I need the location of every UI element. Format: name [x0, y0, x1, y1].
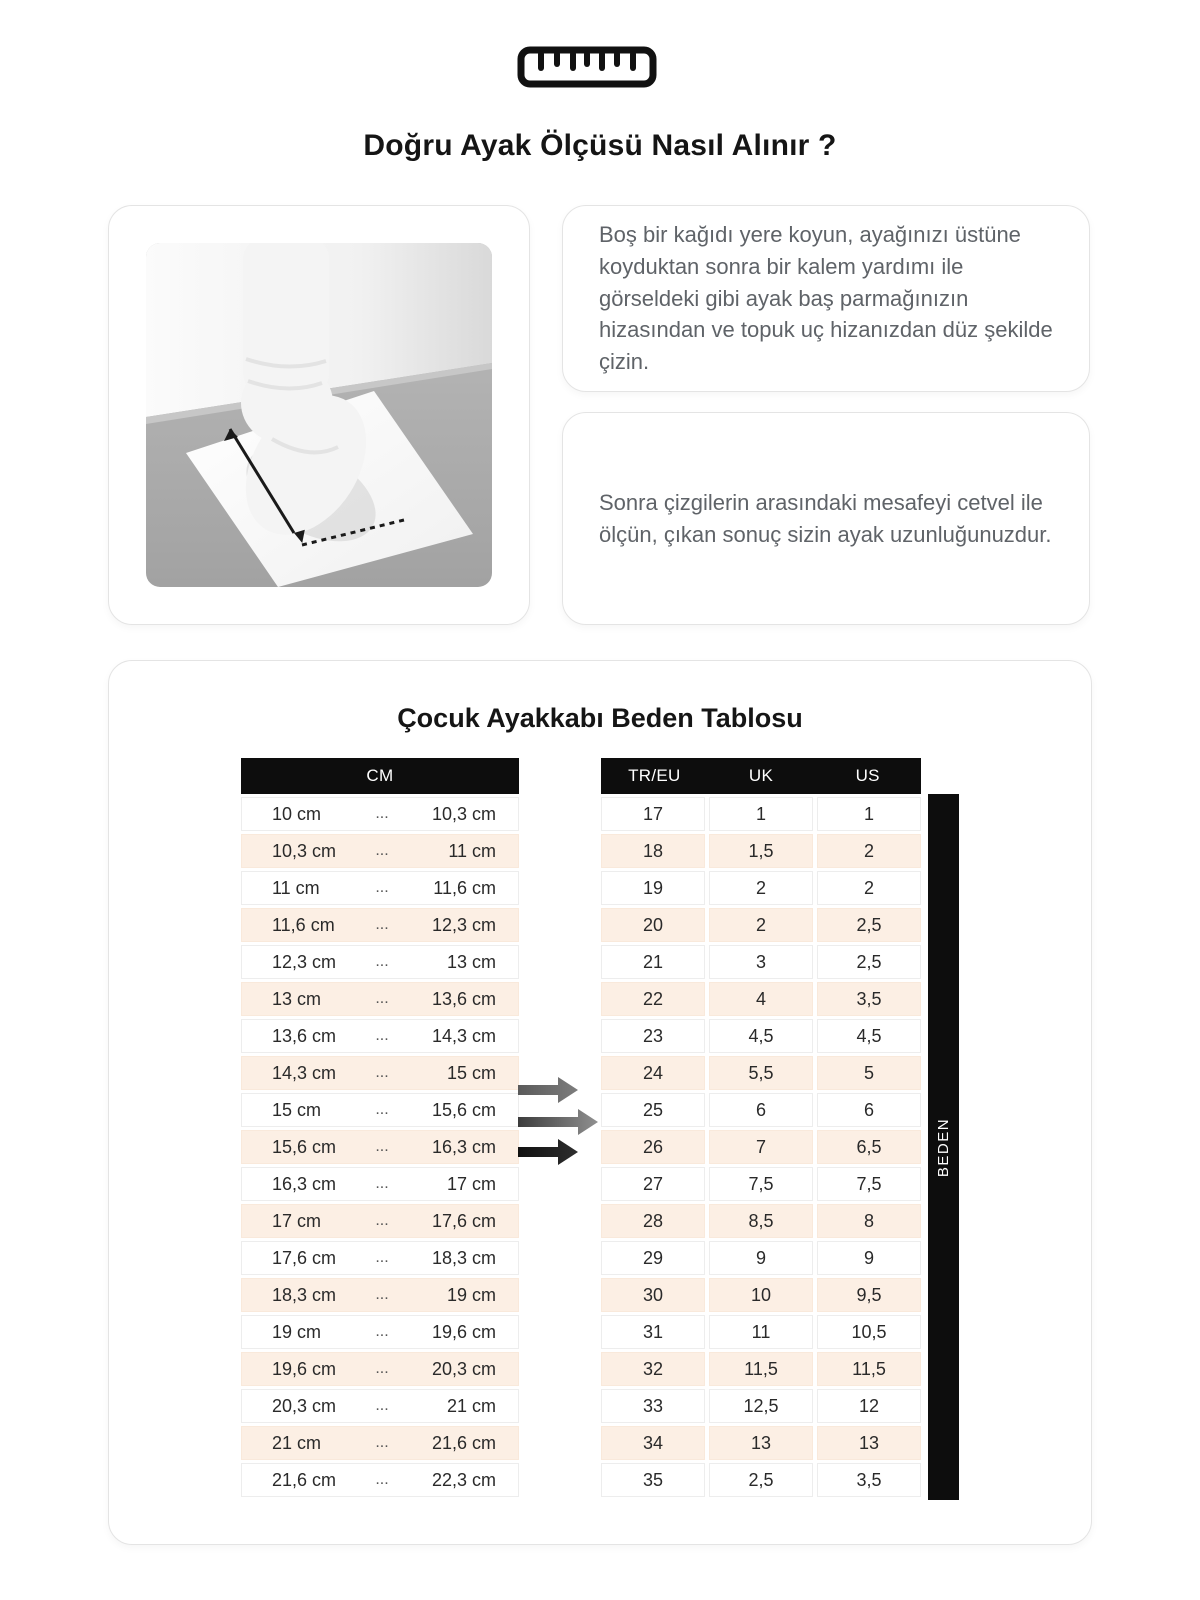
range-dots: ... [375, 1286, 389, 1303]
range-dots: ... [375, 990, 389, 1007]
uk-size: 3 [709, 945, 813, 979]
us-size: 1 [817, 797, 921, 831]
size-row [601, 1130, 921, 1164]
cm-range-row [241, 1019, 519, 1053]
cm-range-row [241, 982, 519, 1016]
us-size: 13 [817, 1426, 921, 1460]
cm-to-value: 11 cm [448, 840, 496, 861]
tr-eu-size: 26 [601, 1130, 705, 1164]
right-arrows-icon [508, 1073, 610, 1165]
cm-range-row [241, 1315, 519, 1349]
uk-size: 4,5 [709, 1019, 813, 1053]
uk-size: 2 [709, 871, 813, 905]
range-dots: ... [375, 1323, 389, 1340]
tr-eu-size: 24 [601, 1056, 705, 1090]
uk-size: 13 [709, 1426, 813, 1460]
cm-from-value: 10,3 cm [272, 840, 337, 861]
cm-range-row [241, 1463, 519, 1497]
cm-range-row [241, 1056, 519, 1090]
uk-size: 7 [709, 1130, 813, 1164]
uk-size: 9 [709, 1241, 813, 1275]
us-size: 5 [817, 1056, 921, 1090]
us-size: 2 [817, 834, 921, 868]
tr-eu-size: 35 [601, 1463, 705, 1497]
us-size: 2,5 [817, 945, 921, 979]
uk-size: 12,5 [709, 1389, 813, 1423]
size-row [601, 1167, 921, 1201]
cm-from-value: 17,6 cm [272, 1247, 337, 1268]
cm-to-value: 22,3 cm [431, 1469, 496, 1490]
step-card-draw-outline [562, 205, 1090, 392]
cm-table-header: CM [241, 758, 519, 794]
cm-range-table [241, 758, 519, 1497]
us-size: 3,5 [817, 1463, 921, 1497]
range-dots: ... [375, 805, 389, 822]
page-title: Doğru Ayak Ölçüsü Nasıl Alınır ? [363, 129, 837, 162]
cm-from-value: 10 cm [272, 803, 322, 824]
size-table-rows [601, 797, 921, 1497]
cm-range-row [241, 1352, 519, 1386]
beden-label-text: BEDEN [935, 1117, 952, 1177]
cm-range-row [241, 1167, 519, 1201]
tr-eu-size: 34 [601, 1426, 705, 1460]
range-dots: ... [375, 953, 389, 970]
cm-to-value: 10,3 cm [431, 803, 496, 824]
cm-from-value: 11,6 cm [272, 914, 335, 935]
header-tr-eu: TR/EU [628, 766, 681, 785]
us-size: 11,5 [817, 1352, 921, 1386]
tr-eu-size: 29 [601, 1241, 705, 1275]
tr-eu-size: 22 [601, 982, 705, 1016]
cm-from-value: 21 cm [272, 1432, 322, 1453]
cm-from-value: 16,3 cm [272, 1173, 337, 1194]
header-us: US [855, 766, 880, 785]
range-dots: ... [375, 1175, 389, 1192]
range-dots: ... [375, 1101, 389, 1118]
cm-from-value: 20,3 cm [272, 1395, 337, 1416]
cm-range-row [241, 1130, 519, 1164]
cm-range-row [241, 1241, 519, 1275]
size-row [601, 945, 921, 979]
range-dots: ... [375, 1249, 389, 1266]
tr-eu-size: 23 [601, 1019, 705, 1053]
tr-eu-size: 27 [601, 1167, 705, 1201]
range-dots: ... [375, 1138, 389, 1155]
step-card-measure-distance [562, 412, 1090, 625]
cm-table-rows [241, 797, 519, 1497]
uk-size: 10 [709, 1278, 813, 1312]
us-size: 6 [817, 1093, 921, 1127]
range-dots: ... [375, 1212, 389, 1229]
size-row [601, 1204, 921, 1238]
size-chart-title: Çocuk Ayakkabı Beden Tablosu [397, 703, 803, 733]
range-dots: ... [375, 842, 389, 859]
cm-range-row [241, 1426, 519, 1460]
ruler-icon [517, 46, 657, 88]
size-row [601, 871, 921, 905]
cm-from-value: 15,6 cm [272, 1136, 337, 1157]
step-text: Boş bir kağıdı yere koyun, ayağınızı üstüne koyduktan sonra bir kalem yardımı ile görseldeki gibi ayak baş parmağınızın hizasından ve topuk uç hizanızdan düz şekilde çizin. [599, 222, 1053, 374]
tr-eu-size: 30 [601, 1278, 705, 1312]
cm-range-row [241, 908, 519, 942]
range-dots: ... [375, 1434, 389, 1451]
tr-eu-size: 19 [601, 871, 705, 905]
us-size: 3,5 [817, 982, 921, 1016]
foot-measurement-photo [146, 243, 492, 587]
tr-eu-size: 33 [601, 1389, 705, 1423]
size-row [601, 1241, 921, 1275]
us-size: 9,5 [817, 1278, 921, 1312]
cm-from-value: 13 cm [272, 988, 322, 1009]
size-row [601, 1093, 921, 1127]
tr-eu-size: 18 [601, 834, 705, 868]
cm-from-value: 13,6 cm [272, 1025, 337, 1046]
size-row [601, 1426, 921, 1460]
cm-to-value: 17 cm [446, 1173, 496, 1194]
cm-to-value: 13,6 cm [431, 988, 496, 1009]
cm-range-row [241, 834, 519, 868]
uk-size: 1 [709, 797, 813, 831]
range-dots: ... [375, 1027, 389, 1044]
us-size: 8 [817, 1204, 921, 1238]
cm-to-value: 15 cm [446, 1062, 496, 1083]
uk-size: 8,5 [709, 1204, 813, 1238]
cm-from-value: 19,6 cm [272, 1358, 337, 1379]
size-row [601, 1056, 921, 1090]
us-size: 10,5 [817, 1315, 921, 1349]
cm-range-row [241, 871, 519, 905]
us-size: 9 [817, 1241, 921, 1275]
range-dots: ... [375, 1397, 389, 1414]
uk-size: 11 [709, 1315, 813, 1349]
us-size: 7,5 [817, 1167, 921, 1201]
cm-range-row [241, 1204, 519, 1238]
uk-size: 11,5 [709, 1352, 813, 1386]
tr-eu-size: 32 [601, 1352, 705, 1386]
us-size: 6,5 [817, 1130, 921, 1164]
cm-from-value: 14,3 cm [272, 1062, 337, 1083]
uk-size: 1,5 [709, 834, 813, 868]
cm-range-row [241, 1278, 519, 1312]
range-dots: ... [375, 1471, 389, 1488]
tr-eu-size: 17 [601, 797, 705, 831]
cm-to-value: 19,6 cm [431, 1321, 496, 1342]
uk-size: 2,5 [709, 1463, 813, 1497]
cm-from-value: 15 cm [272, 1099, 322, 1120]
us-size: 4,5 [817, 1019, 921, 1053]
cm-to-value: 12,3 cm [431, 914, 496, 935]
cm-to-value: 20,3 cm [431, 1358, 496, 1379]
cm-from-value: 18,3 cm [272, 1284, 337, 1305]
size-row [601, 1463, 921, 1497]
cm-range-row [241, 945, 519, 979]
cm-from-value: 19 cm [272, 1321, 322, 1342]
step-text: Sonra çizgilerin arasındaki mesafeyi cetvel ile ölçün, çıkan sonuç sizin ayak uzunluğunuzdur. [599, 489, 1052, 547]
cm-to-value: 21 cm [446, 1395, 496, 1416]
cm-to-value: 16,3 cm [431, 1136, 496, 1157]
size-row [601, 908, 921, 942]
range-dots: ... [375, 1360, 389, 1377]
measurement-photo-card [108, 205, 530, 625]
range-dots: ... [375, 916, 389, 933]
size-row [601, 834, 921, 868]
size-table-header [601, 758, 921, 794]
cm-from-value: 17 cm [272, 1210, 322, 1231]
tr-eu-size: 28 [601, 1204, 705, 1238]
header-uk: UK [748, 766, 774, 785]
size-row [601, 1278, 921, 1312]
cm-from-value: 11 cm [272, 877, 320, 898]
range-dots: ... [375, 1064, 389, 1081]
cm-to-value: 13 cm [446, 951, 496, 972]
cm-from-value: 12,3 cm [272, 951, 337, 972]
tr-eu-size: 25 [601, 1093, 705, 1127]
shoe-size-table [601, 758, 921, 1497]
us-size: 2,5 [817, 908, 921, 942]
us-size: 12 [817, 1389, 921, 1423]
uk-size: 7,5 [709, 1167, 813, 1201]
cm-to-value: 11,6 cm [433, 877, 496, 898]
cm-to-value: 18,3 cm [431, 1247, 496, 1268]
uk-size: 5,5 [709, 1056, 813, 1090]
size-row [601, 1352, 921, 1386]
cm-to-value: 14,3 cm [431, 1025, 496, 1046]
cm-to-value: 17,6 cm [431, 1210, 496, 1231]
tr-eu-size: 21 [601, 945, 705, 979]
size-chart-card [108, 660, 1092, 1545]
size-row [601, 1315, 921, 1349]
cm-to-value: 15,6 cm [431, 1099, 496, 1120]
range-dots: ... [375, 879, 389, 896]
cm-range-row [241, 1093, 519, 1127]
cm-range-row [241, 797, 519, 831]
tr-eu-size: 20 [601, 908, 705, 942]
cm-to-value: 19 cm [446, 1284, 496, 1305]
cm-to-value: 21,6 cm [431, 1432, 496, 1453]
beden-side-label [928, 794, 959, 1500]
uk-size: 4 [709, 982, 813, 1016]
uk-size: 6 [709, 1093, 813, 1127]
uk-size: 2 [709, 908, 813, 942]
cm-from-value: 21,6 cm [272, 1469, 337, 1490]
us-size: 2 [817, 871, 921, 905]
cm-range-row [241, 1389, 519, 1423]
size-row [601, 1389, 921, 1423]
size-row [601, 1019, 921, 1053]
size-row [601, 797, 921, 831]
tr-eu-size: 31 [601, 1315, 705, 1349]
size-row [601, 982, 921, 1016]
